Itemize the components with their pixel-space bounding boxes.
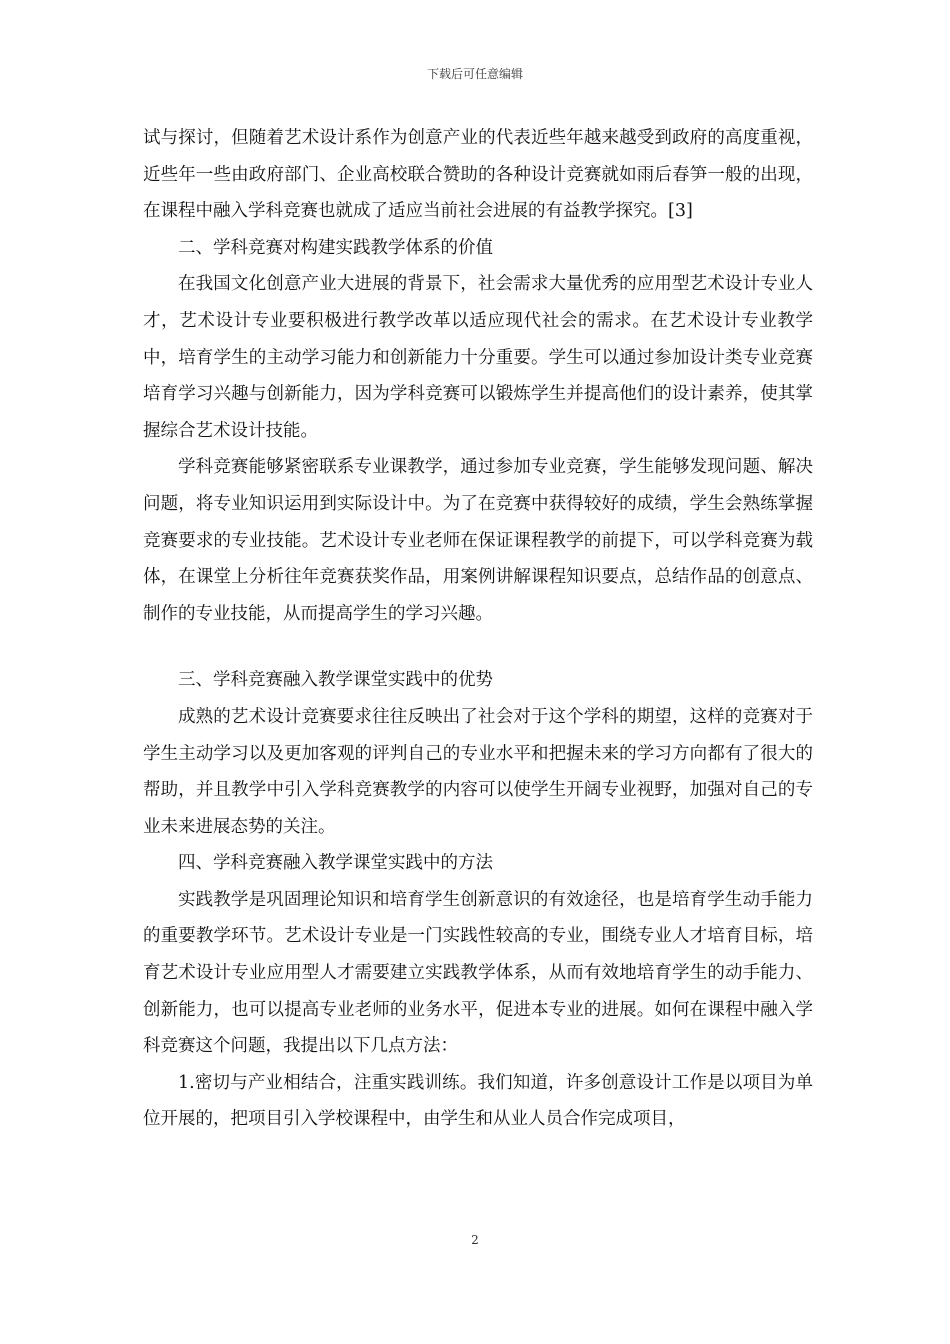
paragraph: 在我国文化创意产业大进展的背景下，社会需求大量优秀的应用型艺术设计专业人才，艺术设计专业要积极进行教学改革以适应现代社会的需求。在艺术设计专业教学中，培育学生的主动学习能力和创新能力十分重要。学生可以通过参加设计类专业竞赛培育学习兴趣与创新能力，因为学科竞赛可以锻炼学生并提高他们的设计素养，使其掌握综合艺术设计技能。: [143, 274, 813, 441]
section-heading-4: 四、学科竞赛融入教学课堂实践中的方法: [178, 853, 493, 874]
list-item-1: 1.密切与产业相结合，注重实践训练。我们知道，许多创意设计工作是以项目为单位开展的，把项目引入学校课程中，由学生和从业人员合作完成项目，: [143, 1072, 813, 1130]
paragraph-gap: [143, 632, 813, 662]
paragraph: 成熟的艺术设计竞赛要求往往反映出了社会对于这个学科的期望，这样的竞赛对于学生主动学习以及更加客观的评判自己的专业水平和把握未来的学习方向都有了很大的帮助，并且教学中引入学科竞赛教学的内容可以使学生开阔专业视野，加强对自己的专业未来进展态势的关注。: [143, 706, 813, 837]
document-body: [143, 120, 813, 1138]
page-header: 下载后可任意编辑: [426, 67, 523, 81]
page-number: 2: [471, 1233, 479, 1247]
section-heading-3: 三、学科竞赛融入教学课堂实践中的优势: [178, 670, 493, 691]
paragraph-continuation: 试与探讨，但随着艺术设计系作为创意产业的代表近些年越来越受到政府的高度重视，近些年一些由政府部门、企业高校联合赞助的各种设计竞赛就如雨后春笋一般的出现，在课程中融入学科竞赛也就成了适应当前社会进展的有益教学探究。[3]: [143, 128, 813, 222]
section-heading-2: 二、学科竞赛对构建实践教学体系的价值: [178, 237, 493, 258]
paragraph: 学科竞赛能够紧密联系专业课教学，通过参加专业竞赛，学生能够发现问题、解决问题，将专业知识运用到实际设计中。为了在竞赛中获得较好的成绩，学生会熟练掌握竞赛要求的专业技能。艺术设计专业老师在保证课程教学的前提下，可以学科竞赛为载体，在课堂上分析往年竞赛获奖作品，用案例讲解课程知识要点，总结作品的创意点、制作的专业技能，从而提高学生的学习兴趣。: [143, 457, 813, 624]
paragraph: 实践教学是巩固理论知识和培育学生创新意识的有效途径，也是培育学生动手能力的重要教学环节。艺术设计专业是一门实践性较高的专业，围绕专业人才培育目标，培育艺术设计专业应用型人才需要建立实践教学体系，从而有效地培育学生的动手能力、创新能力，也可以提高专业老师的业务水平，促进本专业的进展。如何在课程中融入学科竞赛这个问题，我提出以下几点方法：: [143, 889, 813, 1057]
